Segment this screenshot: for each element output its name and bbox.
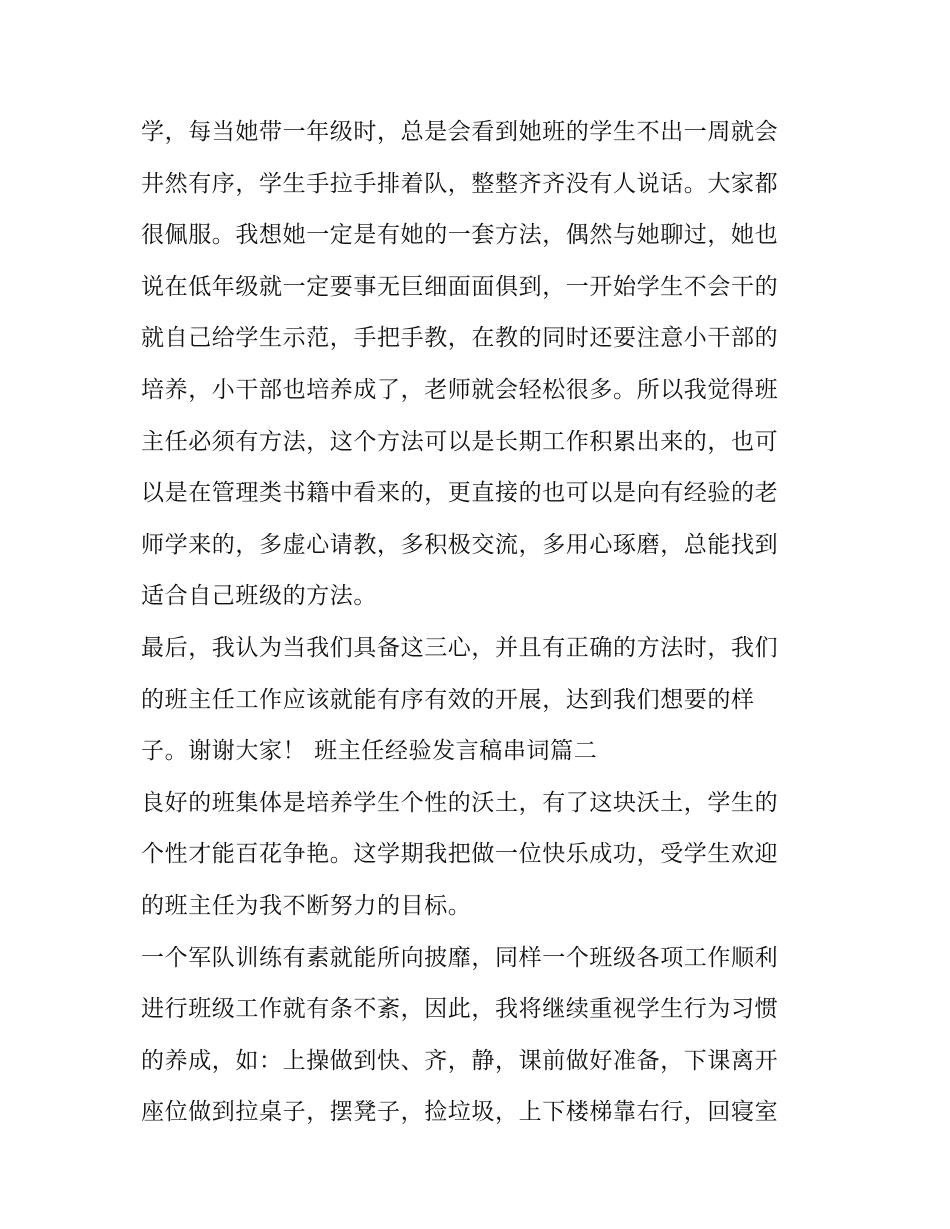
text-line: 子。谢谢大家！ 班主任经验发言稿串词篇二	[141, 738, 598, 765]
text-line: 的班主任工作应该就能有序有效的开展，达到我们想要的样	[141, 686, 755, 713]
text-line: 个性才能百花争艳。这学期我把做一位快乐成功，受学生欢迎	[141, 841, 779, 868]
text-line: 很佩服。我想她一定是有她的一套方法，偶然与她聊过，她也	[141, 222, 779, 249]
text-line: 进行班级工作就有条不紊，因此，我将继续重视学生行为习惯	[141, 996, 779, 1023]
text-line: 师学来的，多虚心请教，多积极交流，多用心琢磨，总能找到	[141, 531, 779, 558]
text-line: 良好的班集体是培养学生个性的沃土，有了这块沃土，学生的	[141, 789, 779, 816]
text-line: 以是在管理类书籍中看来的，更直接的也可以是向有经验的老	[141, 480, 779, 507]
text-line: 学，每当她带一年级时，总是会看到她班的学生不出一周就会	[141, 119, 779, 145]
text-line: 井然有序，学生手拉手排着队，整整齐齐没有人说话。大家都	[141, 170, 779, 197]
text-line: 的养成，如：上操做到快、齐，静，课前做好准备，下课离开	[141, 1047, 779, 1074]
text-line: 最后，我认为当我们具备这三心，并且有正确的方法时，我们	[141, 634, 779, 661]
body-text	[141, 107, 831, 1139]
text-line: 培养，小干部也培养成了，老师就会轻松很多。所以我觉得班	[141, 376, 779, 403]
text-line: 适合自己班级的方法。	[141, 583, 377, 610]
text-line: 的班主任为我不断努力的目标。	[141, 892, 472, 919]
text-line: 座位做到拉桌子，摆凳子，捡垃圾，上下楼梯靠右行，回寝室	[141, 1099, 779, 1126]
text-line: 一个军队训练有素就能所向披靡，同样一个班级各项工作顺利	[141, 944, 779, 971]
text-line: 主任必须有方法，这个方法可以是长期工作积累出来的，也可	[141, 428, 779, 455]
text-line: 说在低年级就一定要事无巨细面面俱到，一开始学生不会干的	[141, 273, 779, 300]
text-line: 就自己给学生示范，手把手教，在教的同时还要注意小干部的	[141, 325, 779, 352]
